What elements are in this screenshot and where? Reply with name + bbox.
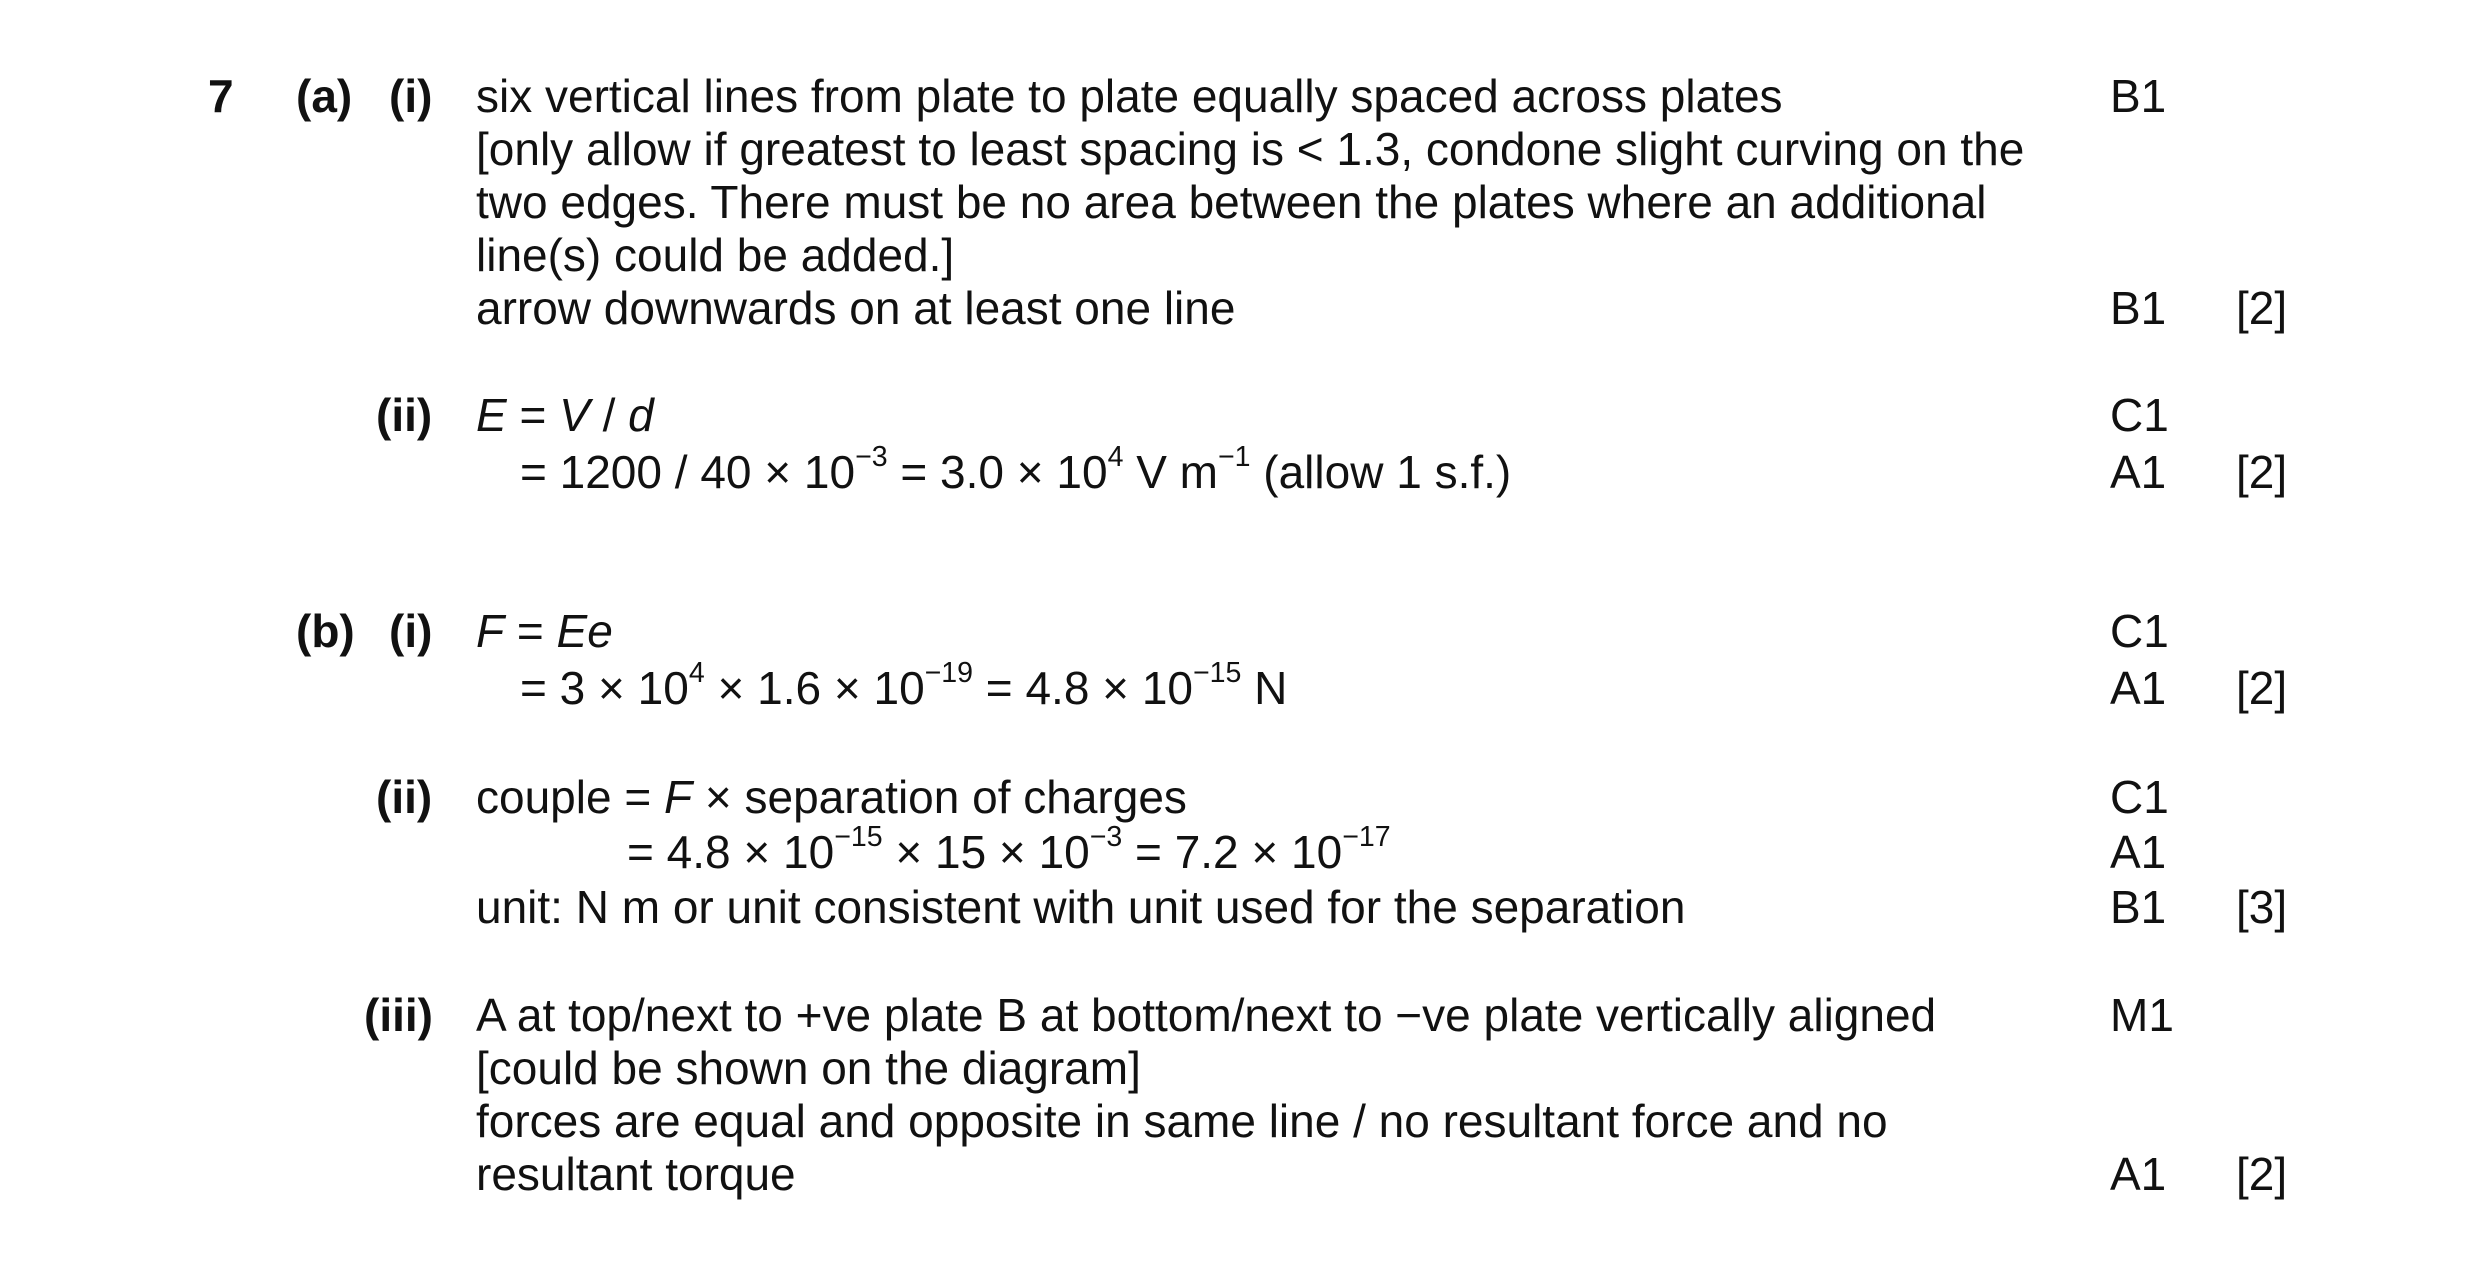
b-iii-line-4: resultant torque	[476, 1148, 796, 1200]
a-i-mark-2: B1	[2110, 282, 2167, 334]
b-ii-mark-1: C1	[2110, 771, 2169, 823]
b-ii-total: [3]	[2236, 881, 2288, 933]
a-i-line-1: six vertical lines from plate to plate equally spaced across plates	[476, 70, 1783, 122]
a-i-line-5: arrow downwards on at least one line	[476, 282, 1236, 334]
a-i-total: [2]	[2236, 282, 2288, 334]
a-i-line-3: two edges. There must be no area between the plates where an additional	[476, 176, 1987, 228]
b-i-equation-2: = $3 \times 10^4 \times 1.6 \times 10^{-19} = 4.8 \times 10^{-15}$ N	[520, 656, 1288, 714]
a-i-mark-1: B1	[2110, 70, 2167, 122]
a-ii-equation-2: = $1200 / 40 \times 10^{-3} = 3.0 \times 10^4$ V $m^{-1}$ (allow 1 s.f.)	[520, 440, 1512, 498]
a-ii-mark-1: C1	[2110, 389, 2169, 441]
part-b-label: (b)	[296, 605, 355, 657]
b-i-total: [2]	[2236, 662, 2288, 714]
b-i-mark-1: C1	[2110, 605, 2169, 657]
b-iii-total: [2]	[2236, 1148, 2288, 1200]
b-ii-mark-2: A1	[2110, 826, 2167, 878]
subpart-a-ii-label: (ii)	[376, 389, 433, 441]
part-a-label: (a)	[296, 70, 353, 122]
a-ii-mark-2: A1	[2110, 446, 2167, 498]
b-ii-line-1: couple = F × separation of charges	[476, 771, 1187, 823]
b-i-mark-2: A1	[2110, 662, 2167, 714]
b-ii-mark-3: B1	[2110, 881, 2167, 933]
a-i-line-4: line(s) could be added.]	[476, 229, 955, 281]
b-iii-line-1: A at top/next to +ve plate B at bottom/next to −ve plate vertically aligned	[476, 989, 1937, 1041]
a-ii-total: [2]	[2236, 446, 2288, 498]
question-number: 7	[208, 70, 234, 122]
b-i-equation-1: F = Ee	[476, 605, 613, 657]
b-iii-line-3: forces are equal and opposite in same line / no resultant force and no	[476, 1095, 1888, 1147]
b-iii-mark-2: A1	[2110, 1148, 2167, 1200]
subpart-b-iii-label: (iii)	[364, 989, 433, 1041]
b-iii-line-2: [could be shown on the diagram]	[476, 1042, 1141, 1094]
subpart-b-ii-label: (ii)	[376, 771, 433, 823]
subpart-a-i-label: (i)	[389, 70, 433, 122]
a-ii-equation-1: E = V / d	[476, 389, 654, 441]
b-ii-line-3: unit: N m or unit consistent with unit used for the separation	[476, 881, 1686, 933]
a-i-line-2: [only allow if greatest to least spacing is < 1.3, condone slight curving on the	[476, 123, 2025, 175]
subpart-b-i-label: (i)	[389, 605, 433, 657]
b-ii-line-2: = $4.8 \times 10^{-15} \times 15 \times 10^{-3} = 7.2 \times 10^{-17}$	[627, 820, 1391, 878]
b-iii-mark-1: M1	[2110, 989, 2174, 1041]
